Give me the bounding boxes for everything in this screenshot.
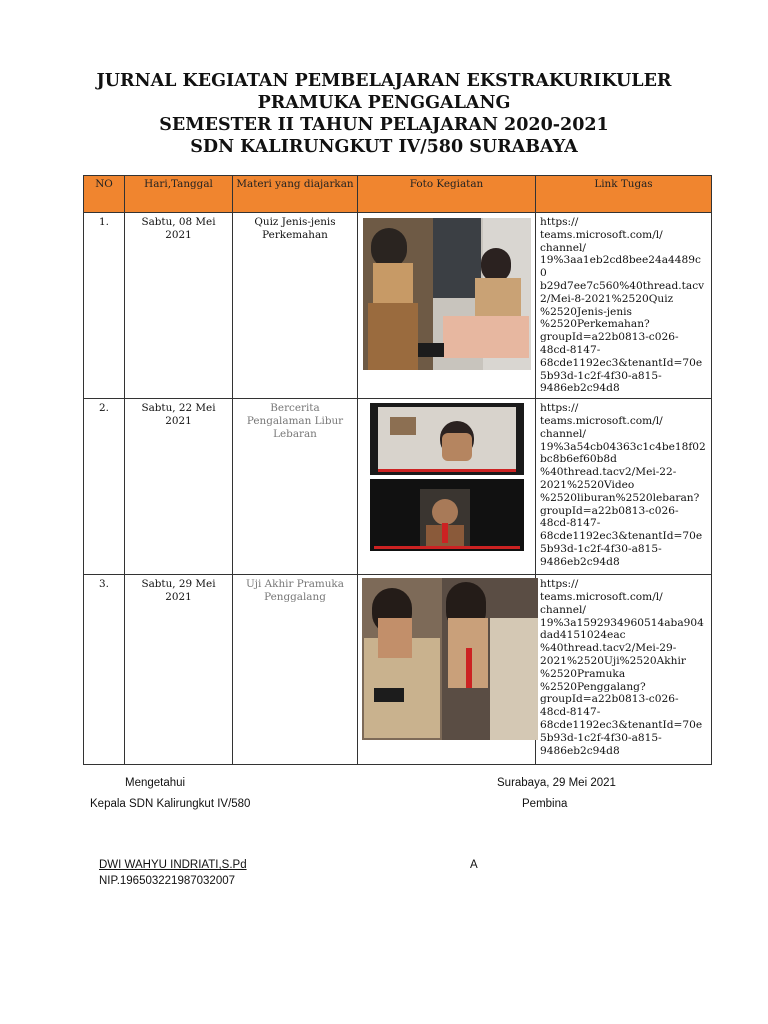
principal-title: Kepala SDN Kalirungkut IV/580 xyxy=(90,798,251,810)
title-line-3: SEMESTER II TAHUN PELAJARAN 2020-2021 xyxy=(159,115,609,135)
activity-photo xyxy=(363,218,531,370)
activity-video-screenshot xyxy=(370,479,524,551)
activity-photo-cell xyxy=(358,575,536,765)
place-date: Surabaya, 29 Mei 2021 xyxy=(497,777,616,789)
acknowledged-label: Mengetahui xyxy=(125,777,186,789)
activity-photo-cell xyxy=(358,213,536,399)
row-date: Sabtu, 22 Mei 2021 xyxy=(125,399,233,575)
row-topic: Quiz Jenis-jenis Perkemahan xyxy=(233,213,358,399)
row-date: Sabtu, 29 Mei 2021 xyxy=(125,575,233,765)
activity-photo xyxy=(362,578,538,740)
row-topic: Bercerita Pengalaman Libur Lebaran xyxy=(233,399,358,575)
principal-name: DWI WAHYU INDRIATI,S.Pd xyxy=(99,859,247,871)
table-row xyxy=(84,575,712,765)
header-photo: Foto Kegiatan xyxy=(358,176,536,213)
row-number: 2. xyxy=(84,399,125,575)
activity-photo-cell xyxy=(358,399,536,575)
table-row xyxy=(84,213,712,399)
activity-video-screenshot xyxy=(370,403,524,475)
row-task-link[interactable]: https:// teams.microsoft.com/l/ channel/ 19%3a1592934960514aba904 dad4151024eac %40thread.tacv2/Mei-29- 2021%2520Uji%2520Akhir %2520Pramuka %2520Penggalang? groupId=a22b0813-c026- 48cd-8147- 68cde1192ec3&tenantId=70e 5b93d-1c2f-4f30-a815- 9486eb2c94d8 xyxy=(536,575,712,765)
row-task-link[interactable]: https:// teams.microsoft.com/l/ channel/ 19%3a54cb04363c1c4be18f02 bc8b6ef60b8d %40thread.tacv2/Mei-22- 2021%2520Video %2520liburan%2520lebaran? groupId=a22b0813-c026- 48cd-8147- 68cde1192ec3&tenantId=70e 5b93d-1c2f-4f30-a815- 9486eb2c94d8 xyxy=(536,399,712,575)
header-no: NO xyxy=(84,176,125,213)
table-row xyxy=(84,399,712,575)
table-header-row xyxy=(84,176,712,213)
header-topic: Materi yang diajarkan xyxy=(233,176,358,213)
title-line-1: JURNAL KEGIATAN PEMBELAJARAN EKSTRAKURIKULER xyxy=(96,71,672,91)
row-topic: Uji Akhir Pramuka Penggalang xyxy=(233,575,358,765)
principal-nip: NIP.196503221987032007 xyxy=(99,875,236,887)
activity-journal-table xyxy=(83,175,712,765)
title-line-4: SDN KALIRUNGKUT IV/580 SURABAYA xyxy=(190,137,578,157)
title-line-2: PRAMUKA PENGGALANG xyxy=(257,93,511,113)
supervisor-title: Pembina xyxy=(522,798,568,810)
row-number: 3. xyxy=(84,575,125,765)
row-task-link[interactable]: https:// teams.microsoft.com/l/ channel/ 19%3aa1eb2cd8bee24a4489c0 b29d7ee7c560%40thread.tacv 2/Mei-8-2021%2520Quiz %2520Jenis-jenis %2520Perkemahan? groupId=a22b0813-c026- 48cd-8147- 68cde1192ec3&tenantId=70e 5b93d-1c2f-4f30-a815- 9486eb2c94d8 xyxy=(536,213,712,399)
header-date: Hari,Tanggal xyxy=(125,176,233,213)
row-date: Sabtu, 08 Mei 2021 xyxy=(125,213,233,399)
supervisor-name: A xyxy=(470,859,478,871)
document-title xyxy=(0,70,768,158)
header-link: Link Tugas xyxy=(536,176,712,213)
row-number: 1. xyxy=(84,213,125,399)
